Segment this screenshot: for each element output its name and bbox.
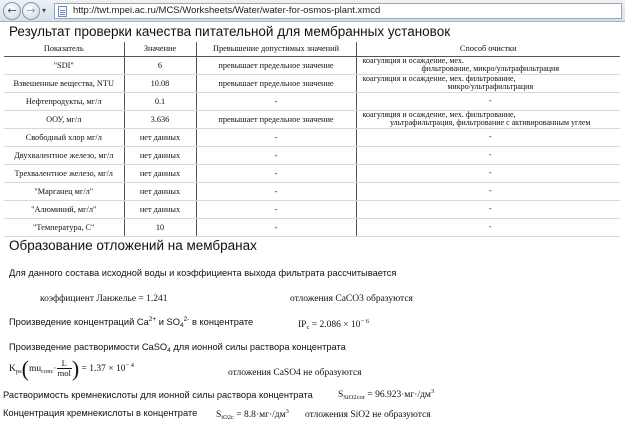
table-row [4,182,620,200]
history-dropdown-icon[interactable]: ▾ [42,6,47,15]
table-row [4,110,620,128]
sio2-conc-value: 8.8·мг·/дм [244,410,286,420]
ipc-value: 2.086 × 10 [319,320,361,330]
sio2-status: отложения SiO2 не образуются [305,410,431,420]
cell-exceed: - [196,218,356,236]
cell-parameter: Нефтепродукты, мг/л [4,92,124,110]
cell-parameter: Трехвалентное железо, мг/л [4,164,124,182]
cell-value: нет данных [124,200,196,218]
header-value: Значение [124,42,196,56]
browser-toolbar [0,0,625,22]
cell-parameter: Двухвалентное железо, мг/л [4,146,124,164]
table-row [4,218,620,236]
cell-exceed: - [196,200,356,218]
method-line: ультрафильтрация, фильтрование с активированным углем [390,118,591,127]
cell-parameter: Взвешенные вещества, NTU [4,74,124,92]
header-parameter: Показатель [4,42,124,56]
method-line: - [488,95,492,105]
cell-value: нет данных [124,182,196,200]
worksheet-content [0,22,625,428]
cell-exceed: превышает предельное значение [196,56,356,74]
forward-button[interactable] [22,2,40,20]
table-header-row [4,42,620,56]
header-method: Способ очистки [356,42,620,56]
table-row [4,200,620,218]
method-line: коагуляция и осаждение, мех. фильтрование, [362,73,516,83]
cell-parameter: "Марганец мг/л" [4,182,124,200]
langelier-row: коэффициент Ланжелье = 1.241 [40,294,168,304]
address-bar[interactable] [54,3,622,19]
cell-value: нет данных [124,128,196,146]
table-row [4,128,620,146]
cell-method [356,164,620,182]
cell-method [356,56,620,74]
caso4-status: отложения CaSO4 не образуются [228,368,362,378]
section2-title: Образование отложений на мембранах [9,238,257,253]
cell-value: 10.08 [124,74,196,92]
cell-value: нет данных [124,146,196,164]
ipc-formula: $IP_c = 2.086 \times 10^{- 6}$ [298,318,369,331]
kps-value: 1.37 × 10 [89,364,126,374]
langelier-value: 1.241 [146,294,168,304]
back-arrow-icon: ← [7,4,17,17]
table-body [4,56,620,236]
method-line: фильтрование, микро/ультрафильтрация [421,64,559,73]
sio2-solubility-formula: $S_{SiO2cor} = 96.923\cdot мг\cdot/дм^3$ [338,388,435,401]
cell-parameter: ООУ, мг/л [4,110,124,128]
page-icon [58,6,67,17]
forward-arrow-icon: → [26,4,36,17]
address-url[interactable]: http://twt.mpei.ac.ru/MCS/Worksheets/Water/water-for-osmos-plant.xmcd [73,5,381,16]
cell-method [356,200,620,218]
cell-method [356,92,620,110]
sio2-solubility-value: 96.923·мг·/дм [375,390,431,400]
intro-text: Для данного состава исходной воды и коэффициента выхода фильтрата рассчитывается [9,268,397,278]
cell-exceed: - [196,128,356,146]
cell-parameter: Свободный хлор мг/л [4,128,124,146]
cell-exceed: - [196,182,356,200]
method-line: - [488,221,492,231]
cell-value: 10 [124,218,196,236]
cell-method [356,128,620,146]
sio2-conc-label: Концентрация кремнекислоты в концентрате [3,408,198,418]
cell-method [356,110,620,128]
cell-value: нет данных [124,164,196,182]
method-line: микро/ультрафильтрация [447,82,534,91]
cell-exceed: - [196,164,356,182]
method-line: - [488,131,492,141]
cell-parameter: "Температура, С" [4,218,124,236]
header-exceed: Превышение допустимых значений [196,42,356,56]
cell-parameter: "Алюминий, мг/л" [4,200,124,218]
cell-value: 3.636 [124,110,196,128]
cell-exceed: превышает предельное значение [196,74,356,92]
method-line: - [488,167,492,177]
table-row [4,92,620,110]
sio2-solubility-label: Растворимость кремнекислоты для ионной силы раствора концентрата [3,390,313,400]
cell-method [356,74,620,92]
conc-product-label: Произведение концентраций $Ca^{2+}$ и $SO_4^{2-}$ в концентрате [9,316,254,329]
kps-formula: $K_{ps}(mu_{conc}\cdot$ $\frac{L}{\text{mol}}$ ) = $1.37 \times 10^{- 4}$ [9,356,135,381]
method-line: - [488,185,492,195]
cell-method [356,146,620,164]
table-row [4,146,620,164]
back-button[interactable] [3,2,21,20]
solubility-label: Произведение растворимости CaSO$_4$ для ионной силы раствора концентрата [9,342,346,354]
langelier-label: коэффициент Ланжелье [40,294,137,304]
cell-value: 6 [124,56,196,74]
cell-method [356,182,620,200]
table-row [4,164,620,182]
table-row [4,56,620,74]
cell-exceed: - [196,146,356,164]
cell-exceed: - [196,92,356,110]
method-line: - [488,149,492,159]
cell-value: 0.1 [124,92,196,110]
method-line: коагуляция и осаждение, мех. [362,55,464,65]
section1-title: Результат проверки качества питательной для мембранных установок [9,24,451,39]
caco3-status: отложения CaCO3 образуются [290,294,413,304]
quality-table [4,42,620,237]
cell-method [356,218,620,236]
method-line: - [488,203,492,213]
cell-parameter: "SDI" [4,56,124,74]
sio2-conc-formula: $S_{iO2c} = 8.8\cdot мг\cdot/дм^3$ [216,408,289,421]
cell-exceed: превышает предельное значение [196,110,356,128]
table-row [4,74,620,92]
method-line: коагуляция и осаждение, мех. фильтрование, [362,109,516,119]
